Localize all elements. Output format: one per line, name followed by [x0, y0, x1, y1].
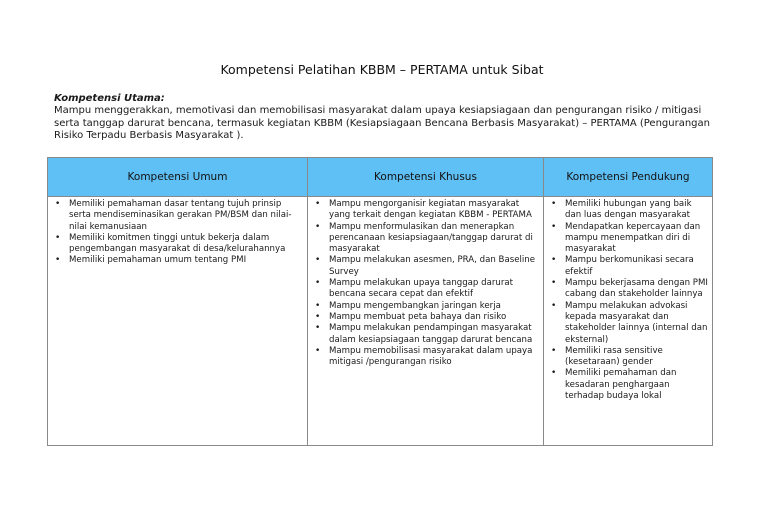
bullet-list [52, 199, 303, 267]
list-item: • Memiliki pemahaman dan kesadaran penghargaan terhadap budaya lokal [548, 368, 708, 402]
list-item: • Memiliki rasa sensitive (kesetaraan) gender [548, 346, 708, 369]
header-kompetensi-khusus: Kompetensi Khusus [308, 158, 544, 197]
list-item: • Mampu bekerjasama dengan PMI cabang dan stakeholder lainnya [548, 278, 708, 301]
list-item: • Memiliki hubungan yang baik dan luas dengan masyarakat [548, 199, 708, 222]
list-item: • Mampu menformulasikan dan menerapkan perencanaan kesiapsiagaan/tanggap darurat di masyarakat [312, 222, 539, 256]
list-item: • Memiliki komitmen tinggi untuk bekerja dalam pengembangan masyarakat di desa/kelurahannya [52, 233, 303, 256]
list-item: • Mendapatkan kepercayaan dan mampu menempatkan diri di masyarakat [548, 222, 708, 256]
list-item: • Mampu melakukan pendampingan masyarakat dalam kesiapsiagaan tanggap darurat bencana [312, 323, 539, 346]
column-kompetensi-khusus [308, 197, 544, 446]
list-item: • Mampu memobilisasi masyarakat dalam upaya mitigasi /pengurangan risiko [312, 346, 539, 369]
bullet-list [312, 199, 539, 368]
intro-label: Kompetensi Utama: [54, 93, 165, 104]
column-kompetensi-pendukung [544, 197, 713, 446]
list-item: • Mampu berkomunikasi secara efektif [548, 255, 708, 278]
intro-text: Mampu menggerakkan, memotivasi dan memobilisasi masyarakat dalam upaya kesiapsiagaan dan pengurangan risiko / mitigasi serta tanggap darurat bencana, termasuk kegiatan KBBM (Kesiapsiagaan Bencana Berbasis Masyarakat) – PERTAMA (Pengurangan Risiko Terpadu Berbasis Masyarakat ). [54, 105, 710, 141]
list-item: • Mampu membuat peta bahaya dan risiko [312, 312, 539, 323]
list-item: • Memiliki pemahaman dasar tentang tujuh prinsip serta mendiseminasikan gerakan PM/BSM dan nilai-nilai kemanusiaan [52, 199, 303, 233]
document-title: Kompetensi Pelatihan KBBM – PERTAMA untuk Sibat [220, 62, 544, 77]
bullet-list [548, 199, 708, 402]
list-item: • Mampu mengembangkan jaringan kerja [312, 301, 539, 312]
list-item: • Mampu melakukan advokasi kepada masyarakat dan stakeholder lainnya (internal dan eksternal) [548, 301, 708, 346]
list-item: • Mampu melakukan upaya tanggap darurat bencana secara cepat dan efektif [312, 278, 539, 301]
header-kompetensi-umum: Kompetensi Umum [48, 158, 308, 197]
list-item: • Mampu mengorganisir kegiatan masyarakat yang terkait dengan kegiatan KBBM - PERTAMA [312, 199, 539, 222]
table-header-row [48, 158, 713, 197]
column-kompetensi-umum [48, 197, 308, 446]
header-kompetensi-pendukung: Kompetensi Pendukung [544, 158, 713, 197]
list-item: • Mampu melakukan asesmen, PRA, dan Baseline Survey [312, 255, 539, 278]
list-item: • Memiliki pemahaman umum tentang PMI [52, 255, 303, 266]
intro-section [54, 93, 710, 143]
table-row [48, 197, 713, 446]
competency-table [47, 157, 713, 446]
